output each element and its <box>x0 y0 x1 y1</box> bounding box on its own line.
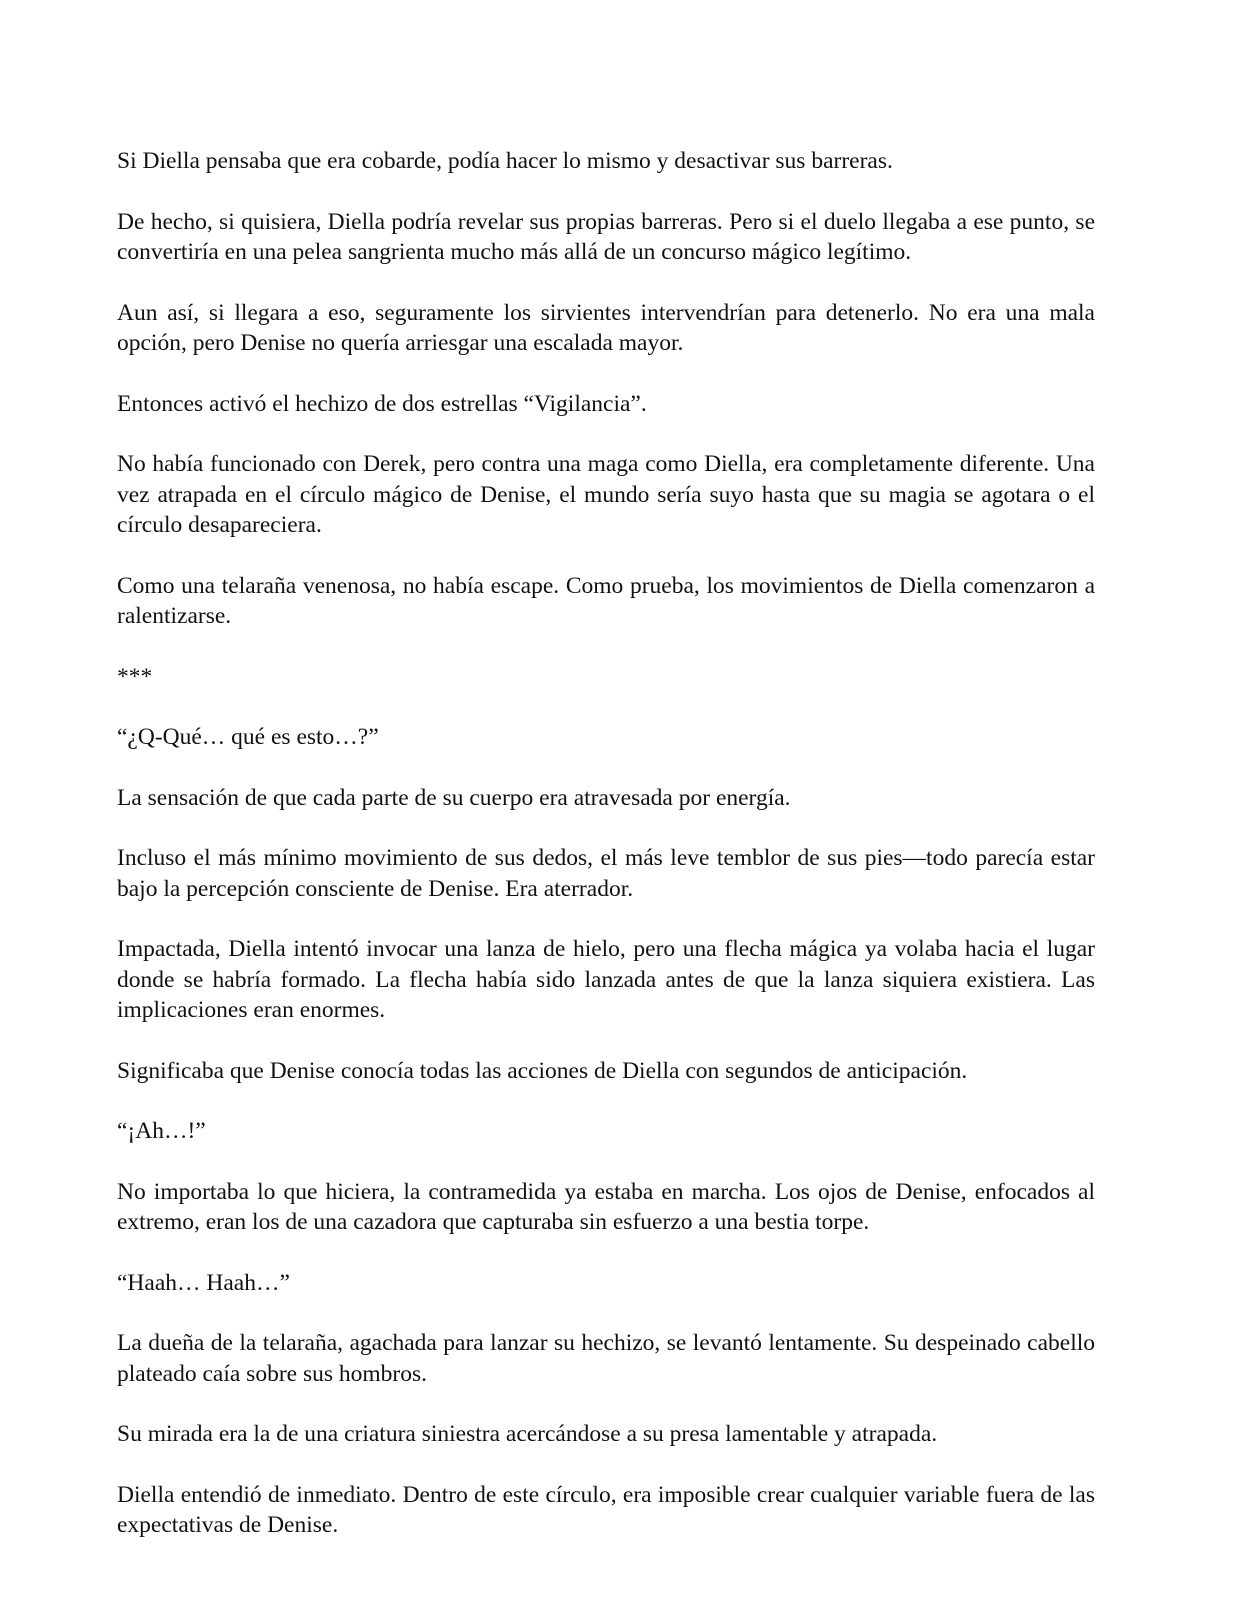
paragraph: Como una telaraña venenosa, no había escape. Como prueba, los movimientos de Diella comenzaron a ralentizarse. <box>117 572 1095 629</box>
paragraph: La sensación de que cada parte de su cuerpo era atravesada por energía. <box>117 784 791 811</box>
document-body <box>117 146 1095 1571</box>
dialogue-line: “¿Q-Qué… qué es esto…?” <box>117 724 379 750</box>
paragraph: Incluso el más mínimo movimiento de sus dedos, el más leve temblor de sus pies—todo parecía estar bajo la percepción consciente de Denise. Era aterrador. <box>117 845 1095 902</box>
paragraph: Si Diella pensaba que era cobarde, podía hacer lo mismo y desactivar sus barreras. <box>117 148 893 174</box>
paragraph: De hecho, si quisiera, Diella podría revelar sus propias barreras. Pero si el duelo llegaba a ese punto, se convertiría en una pelea sangrienta mucho más allá de un concurso mágico legítimo. <box>117 208 1095 265</box>
paragraph: Aun así, si llegara a eso, seguramente los sirvientes intervendrían para detenerlo. No era una mala opción, pero Denise no quería arriesgar una escalada mayor. <box>117 299 1095 356</box>
paragraph: Entonces activó el hechizo de dos estrellas “Vigilancia”. <box>117 390 647 417</box>
paragraph: Impactada, Diella intentó invocar una lanza de hielo, pero una flecha mágica ya volaba hacia el lugar donde se habría formado. La flecha había sido lanzada antes de que la lanza siquiera existiera. Las implicaciones eran enormes. <box>117 936 1095 1023</box>
paragraph: Diella entendió de inmediato. Dentro de este círculo, era imposible crear cualquier variable fuera de las expectativas de Denise. <box>117 1481 1095 1538</box>
paragraph: Significaba que Denise conocía todas las acciones de Diella con segundos de anticipación. <box>117 1057 968 1084</box>
paragraph: La dueña de la telaraña, agachada para lanzar su hechizo, se levantó lentamente. Su despeinado cabello plateado caía sobre sus hombros. <box>117 1330 1095 1387</box>
paragraph: No había funcionado con Derek, pero contra una maga como Diella, era completamente diferente. Una vez atrapada en el círculo mágico de Denise, el mundo sería suyo hasta que su magia se agotara o el círculo desapareciera. <box>117 451 1095 538</box>
paragraph: Su mirada era la de una criatura siniestra acercándose a su presa lamentable y atrapada. <box>117 1421 938 1447</box>
scene-break: *** <box>117 663 153 690</box>
paragraph: No importaba lo que hiciera, la contramedida ya estaba en marcha. Los ojos de Denise, enfocados al extremo, eran los de una cazadora que capturaba sin esfuerzo a una bestia torpe. <box>117 1178 1095 1235</box>
dialogue-line: “¡Ah…!” <box>117 1118 206 1144</box>
dialogue-line: “Haah… Haah…” <box>117 1269 290 1296</box>
